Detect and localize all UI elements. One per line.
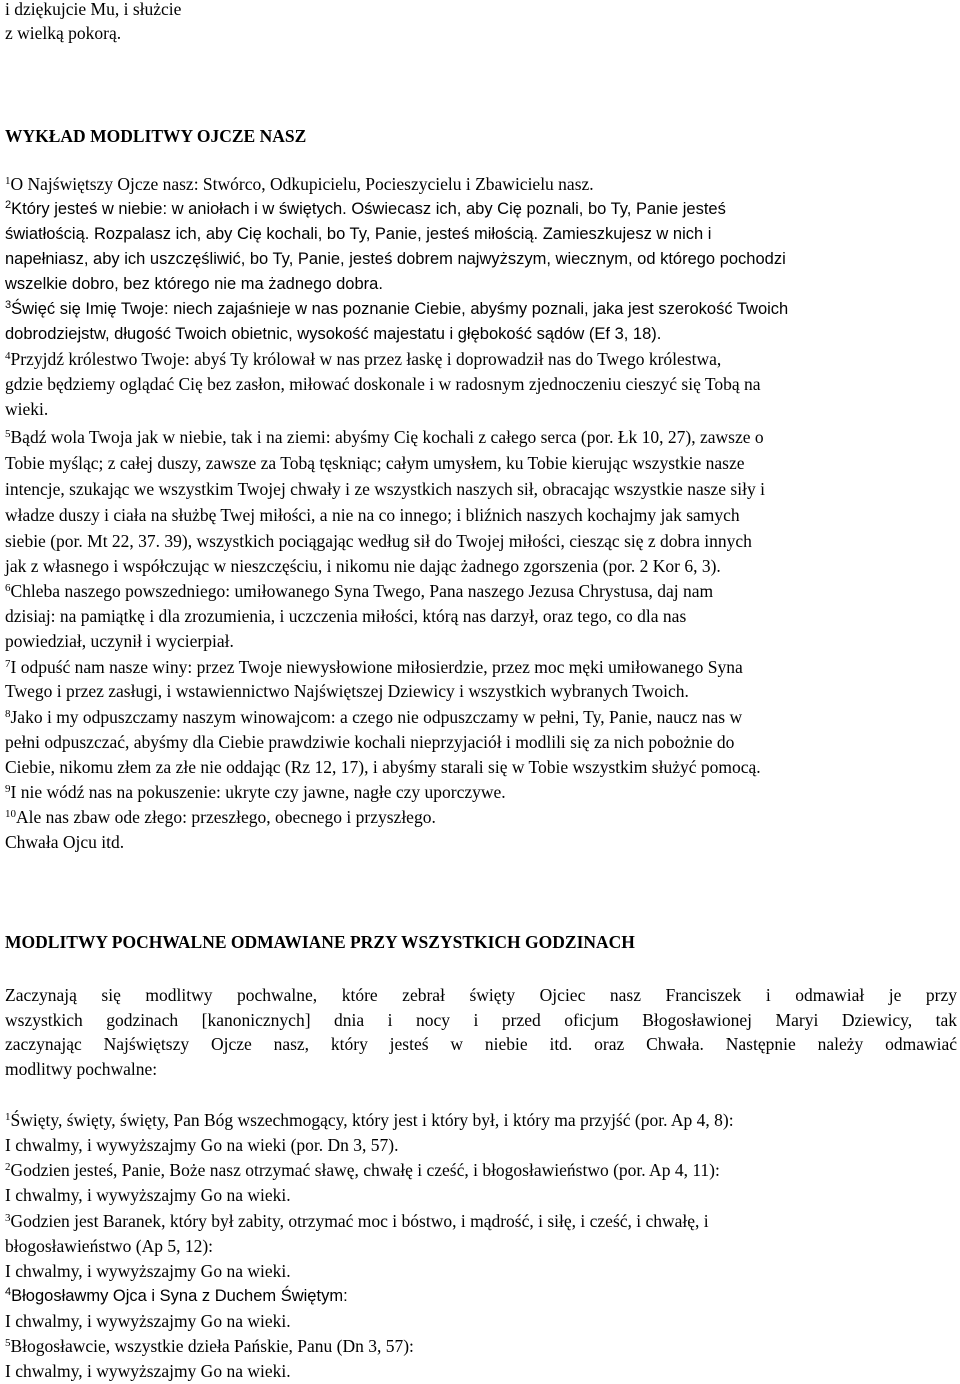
text-line <box>5 197 726 221</box>
text-span: I chwalmy, i wywyższajmy Go na wieki (por. Dn 3, 57). <box>5 1135 399 1155</box>
text-span: I chwalmy, i wywyższajmy Go na wieki. <box>5 1361 291 1381</box>
text-span: Który jesteś w niebie: w aniołach i w świętych. Oświecasz ich, aby Cię poznali, bo Ty, Panie jesteś <box>11 200 726 218</box>
text-line <box>5 503 740 527</box>
text-line <box>5 347 721 371</box>
text-line <box>5 222 711 246</box>
verse-number: 6 <box>5 582 11 594</box>
text-span: dobrodziejstw, długość Twoich obietnic, wysokość majestatu i głębokość sądów (Ef 3, 18). <box>5 325 662 343</box>
text-span: błogosławieństwo (Ap 5, 12): <box>5 1236 214 1256</box>
text-line <box>5 322 661 346</box>
text-span: Chwała Ojcu itd. <box>5 832 125 852</box>
text-span: I chwalmy, i wywyższajmy Go na wieki. <box>5 1311 291 1331</box>
text-span: Bądź wola Twoja jak w niebie, tak i na ziemi: abyśmy Cię kochali z całego serca (por. Łk 10, 27), zawsze o <box>10 427 764 447</box>
verse-number: 2 <box>5 199 12 211</box>
text-span: gdzie będziemy oglądać Cię bez zasłon, miłować doskonale i w radosnym zjednoczeniu cieszyć się Tobą na <box>5 374 761 394</box>
text-line <box>5 297 788 321</box>
text-span: intencje, szukając we wszystkim Twojej chwały i ze wszystkich naszych sił, obracając wszystkie nasze siły i <box>5 479 765 499</box>
text-line <box>5 1359 291 1383</box>
text-line <box>5 247 786 271</box>
verse-number: 2 <box>5 1161 11 1173</box>
text-span: Godzien jesteś, Panie, Boże nasz otrzymać sławę, chwałę i cześć, i błogosławieństwo (por. Ap 4, 11): <box>10 1160 720 1180</box>
text-span: Święty, święty, święty, Pan Bóg wszechmogący, który jest i który był, i który ma przyjść (por. Ap 4, 8): <box>10 1110 734 1130</box>
text-span: Błogosławmy Ojca i Syna z Duchem Świętym: <box>11 1287 348 1305</box>
text-span: wieki. <box>5 399 49 419</box>
text-span: Twego i przez zasługi, i wstawiennictwo Najświętszej Dziewicy i wszystkich wybranych Twoich. <box>5 681 689 701</box>
verse-number: 5 <box>5 428 11 440</box>
text-line <box>5 397 48 421</box>
intro-line: modlitwy pochwalne: <box>5 1059 158 1079</box>
verse-number: 10 <box>5 808 16 820</box>
text-span: władze duszy i ciała na służbę Twej miłości, a nie na co innego; i bliźnich naszych kochajmy jak samych <box>5 505 740 525</box>
section-title-ojcze-nasz: WYKŁAD MODLITWY OJCZE NASZ <box>5 126 307 146</box>
text-line <box>5 579 713 603</box>
text-span: jak z własnego i współczując w nieszczęściu, i nikomu nie dając żadnego zgorszenia (por. 2 Kor 6, 3). <box>5 556 721 576</box>
text-line <box>5 529 752 553</box>
section-title-modlitwy-pochwalne: MODLITWY POCHWALNE ODMAWIANE PRZY WSZYSTKICH GODZINACH <box>5 932 635 952</box>
verse-number: 4 <box>5 350 11 362</box>
text-span: napełniasz, aby ich uszczęśliwić, bo Ty, Panie, jesteś dobrem najwyższym, wiecznym, od którego pochodzi <box>5 250 786 268</box>
text-span: Błogosławcie, wszystkie dzieła Pańskie, Panu (Dn 3, 57): <box>10 1336 414 1356</box>
text-span: siebie (por. Mt 22, 37. 39), wszystkich pociągając według sił do Twojej miłości, ciesząc się z dobra innych <box>5 531 752 551</box>
text-span: dzisiaj: na pamiątkę i dla zrozumienia, i uczczenia miłości, którą nas darzył, oraz tego, co dla nas <box>5 606 687 626</box>
text-span: Chleba naszego powszedniego: umiłowanego Syna Twego, Pana naszego Jezusa Chrystusa, daj nam <box>10 581 714 601</box>
intro-line: Zaczynają się modlitwy pochwalne, które zebrał święty Ojciec nasz Franciszek i odmawiał je przy <box>5 985 957 1005</box>
text-line <box>5 755 761 779</box>
text-line <box>5 679 689 703</box>
text-span: I nie wódź nas na pokuszenie: ukryte czy jawne, nagłe czy uporczywe. <box>10 782 506 802</box>
text-line <box>5 1183 291 1207</box>
text-line <box>5 172 594 196</box>
text-span: O Najświętszy Ojcze nasz: Stwórco, Odkupicielu, Pocieszycielu i Zbawicielu nasz. <box>10 174 594 194</box>
text-line <box>5 1209 709 1233</box>
verse-number: 1 <box>5 1111 11 1123</box>
text-line <box>5 655 743 679</box>
text-span: Godzien jest Baranek, który był zabity, otrzymać moc i bóstwo, i mądrość, i siłę, i cześć, i chwałę, i <box>10 1211 709 1231</box>
text-line <box>5 1158 720 1182</box>
text-span: Święć się Imię Twoje: niech zajaśnieje w nas poznanie Ciebie, abyśmy poznali, jaka jest szerokość Twoich <box>11 300 789 318</box>
text-line <box>5 705 742 729</box>
opening-line: z wielką pokorą. <box>5 23 122 43</box>
verse-number: 5 <box>5 1337 11 1349</box>
verse-number: 3 <box>5 299 12 311</box>
text-line <box>5 554 721 578</box>
text-line <box>5 272 383 296</box>
verse-number: 7 <box>5 658 11 670</box>
text-span: światłością. Rozpalasz ich, aby Cię kochali, bo Ty, Panie, jesteś miłością. Zamieszkujesz w nich i <box>5 225 712 243</box>
text-span: Ciebie, nikomu złem za złe nie oddając (Rz 12, 17), i abyśmy starali się w Tobie wszystkim służyć pomocą. <box>5 757 761 777</box>
text-line <box>5 780 506 804</box>
text-line <box>5 629 234 653</box>
text-span: I odpuść nam nasze winy: przez Twoje niewysłowione miłosierdzie, przez moc męki umiłowanego Syna <box>10 657 743 677</box>
text-span: wszelkie dobro, bez którego nie ma żadnego dobra. <box>5 275 383 293</box>
text-span: Jako i my odpuszczamy naszym winowajcom: a czego nie odpuszczamy w pełni, Ty, Panie, naucz nas w <box>10 707 743 727</box>
intro-line: wszystkich godzinach [kanonicznych] dnia i nocy i przed oficjum Błogosławionej Maryi Dziewicy, tak <box>5 1010 957 1030</box>
text-span: Tobie myśląc; z całej duszy, zawsze za Tobą tęskniąc; całym umysłem, ku Tobie kierując wszystkie nasze <box>5 453 745 473</box>
text-span: I chwalmy, i wywyższajmy Go na wieki. <box>5 1185 291 1205</box>
text-line <box>5 425 764 449</box>
text-span: pełni odpuszczać, abyśmy dla Ciebie prawdziwie kochali nieprzyjaciół i modlili się za nich pobożnie do <box>5 732 735 752</box>
text-span: I chwalmy, i wywyższajmy Go na wieki. <box>5 1261 291 1281</box>
text-line <box>5 805 436 829</box>
verse-number: 9 <box>5 783 11 795</box>
verse-number: 8 <box>5 708 11 720</box>
text-line <box>5 1309 291 1333</box>
text-line <box>5 1334 414 1358</box>
verse-number: 1 <box>5 175 11 187</box>
text-span: Ale nas zbaw ode złego: przeszłego, obecnego i przyszłego. <box>16 807 436 827</box>
text-line <box>5 604 686 628</box>
text-line <box>5 1259 291 1283</box>
text-line <box>5 1284 348 1308</box>
text-line <box>5 451 745 475</box>
verse-number: 4 <box>5 1286 12 1298</box>
text-line <box>5 1133 399 1157</box>
text-line <box>5 477 765 501</box>
intro-line: zaczynając Najświętszy Ojcze nasz, który jesteś w niebie itd. oraz Chwała. Następnie należy odmawiać <box>5 1034 957 1054</box>
text-line <box>5 1234 213 1258</box>
text-span: powiedział, uczynił i wycierpiał. <box>5 631 234 651</box>
text-line <box>5 1108 734 1132</box>
text-span: Przyjdź królestwo Twoje: abyś Ty królował w nas przez łaskę i doprowadził nas do Twego królestwa, <box>10 349 722 369</box>
opening-line: i dziękujcie Mu, i służcie <box>5 0 182 19</box>
text-line <box>5 730 734 754</box>
verse-number: 3 <box>5 1212 11 1224</box>
text-line <box>5 830 124 854</box>
text-line <box>5 372 761 396</box>
